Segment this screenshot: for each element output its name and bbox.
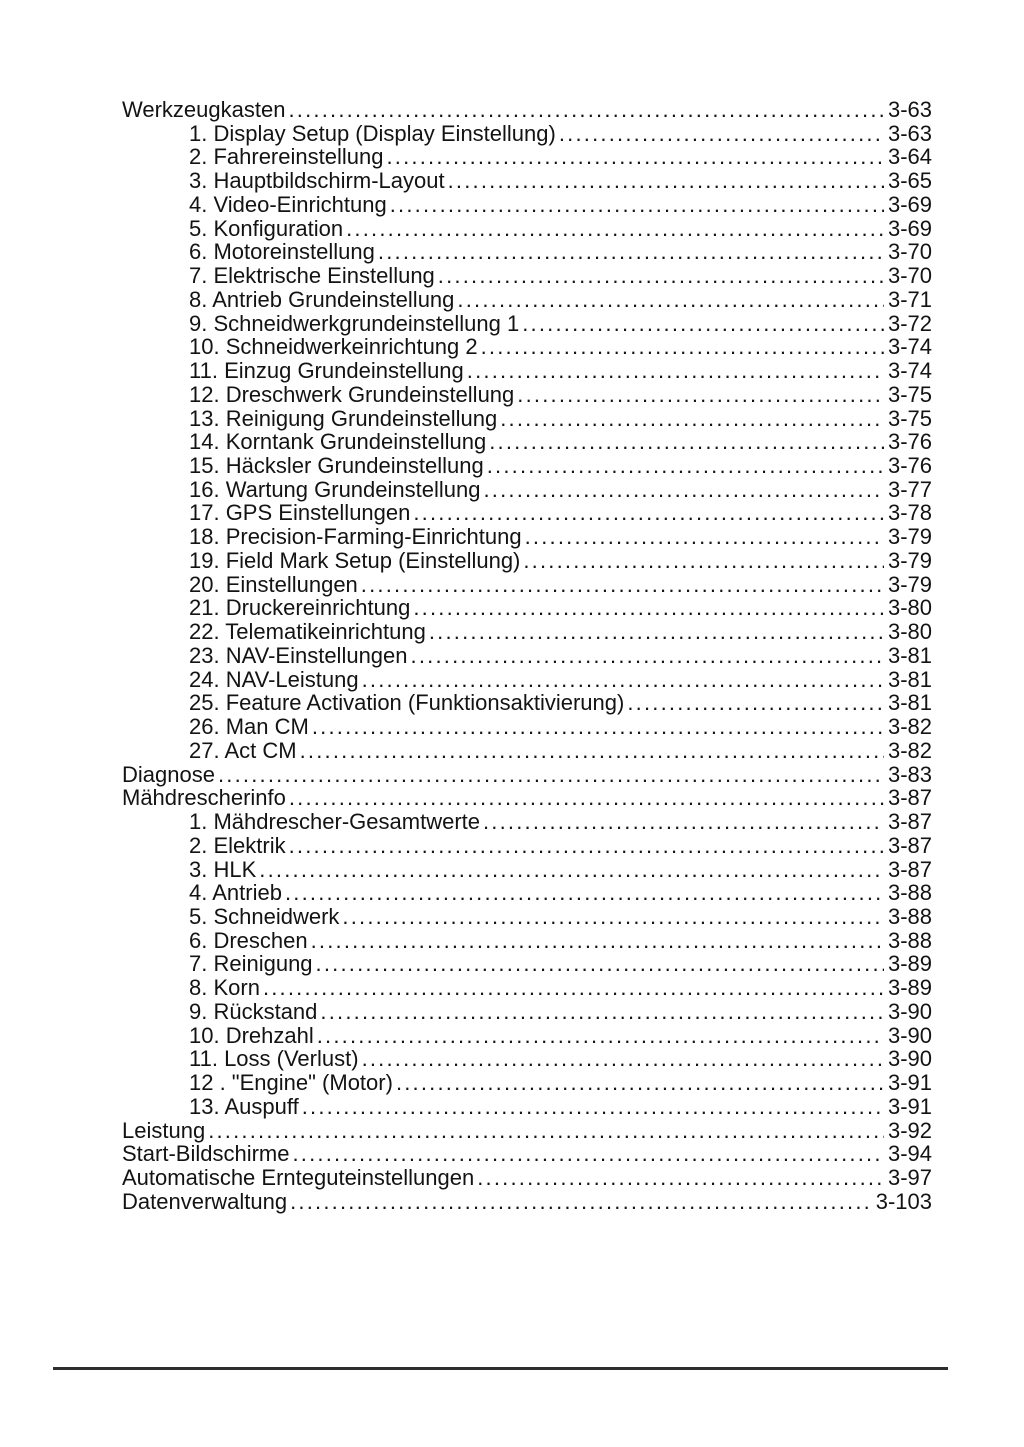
footer-rule	[53, 1367, 948, 1370]
toc-entry	[0, 668, 1024, 692]
toc-entry-page: 3-75	[887, 381, 932, 407]
toc-entry	[0, 454, 1024, 478]
toc-entry-label: 27. Act CM	[189, 737, 297, 763]
toc-leader-dots	[413, 501, 884, 525]
toc-entry-label: 7. Reinigung	[189, 951, 313, 977]
toc-entry	[0, 810, 1024, 834]
toc-leader-dots	[487, 454, 884, 478]
toc-entry-page: 3-72	[887, 310, 932, 336]
toc-entry-page: 3-90	[887, 1046, 932, 1072]
toc-entry-page: 3-76	[887, 453, 932, 479]
toc-entry-label: 2. Elektrik	[189, 832, 286, 858]
toc-leader-dots	[346, 217, 884, 241]
toc-entry-label: 5. Konfiguration	[189, 215, 344, 241]
toc-leader-dots	[390, 193, 884, 217]
toc-entry-page: 3-87	[887, 832, 932, 858]
toc-entry	[0, 1071, 1024, 1095]
toc-entry-page: 3-80	[887, 619, 932, 645]
toc-entry-page: 3-70	[887, 263, 932, 289]
toc-entry-page: 3-92	[887, 1117, 932, 1143]
toc-entry-label: Mähdrescherinfo	[122, 785, 286, 811]
toc-entry-label: Automatische Ernteguteinstellungen	[122, 1165, 475, 1191]
toc-entry	[0, 573, 1024, 597]
toc-entry-page: 3-87	[887, 856, 932, 882]
toc-entry	[0, 525, 1024, 549]
toc-entry	[0, 288, 1024, 312]
toc-leader-dots	[522, 312, 884, 336]
toc-entry-page: 3-81	[887, 666, 932, 692]
toc-entry-page: 3-63	[887, 97, 932, 122]
toc-entry-label: 9. Rückstand	[189, 998, 318, 1024]
toc-entry-label: Datenverwaltung	[122, 1188, 288, 1214]
toc-entry-label: 10. Schneidwerkeinrichtung 2	[189, 334, 478, 360]
toc-entry-label: Diagnose	[122, 761, 215, 787]
toc-entry-label: 1. Display Setup (Display Einstellung)	[189, 120, 556, 146]
toc-leader-dots	[481, 335, 884, 359]
toc-entry-label: 19. Field Mark Setup (Einstellung)	[189, 547, 521, 573]
toc-entry	[0, 1047, 1024, 1071]
toc-entry-label: 25. Feature Activation (Funktionsaktivierung)	[189, 690, 625, 716]
toc-entry	[0, 881, 1024, 905]
toc-entry-page: 3-103	[875, 1188, 932, 1214]
toc-entry-page: 3-90	[887, 1022, 932, 1048]
toc-leader-dots	[259, 858, 884, 882]
toc-leader-dots	[320, 1000, 884, 1024]
toc-entry-page: 3-97	[887, 1165, 932, 1191]
toc-entry	[0, 145, 1024, 169]
toc-entry	[0, 169, 1024, 193]
toc-leader-dots	[289, 834, 884, 858]
toc-leader-dots	[361, 573, 884, 597]
toc-leader-dots	[316, 952, 884, 976]
toc-entry	[0, 217, 1024, 241]
toc-leader-dots	[413, 596, 884, 620]
toc-entry	[0, 763, 1024, 787]
toc-entry-label: 13. Reinigung Grundeinstellung	[189, 405, 498, 431]
toc-entry	[0, 858, 1024, 882]
toc-entry-page: 3-76	[887, 429, 932, 455]
toc-entry	[0, 383, 1024, 407]
toc-entry-page: 3-89	[887, 975, 932, 1001]
toc-entry	[0, 1095, 1024, 1119]
toc-entry	[0, 478, 1024, 502]
toc-entry-label: 1. Mähdrescher-Gesamtwerte	[189, 809, 480, 835]
toc-entry	[0, 501, 1024, 525]
toc-entry-label: 12. Dreschwerk Grundeinstellung	[189, 381, 515, 407]
toc-leader-dots	[396, 1071, 884, 1095]
toc-entry-label: 11. Loss (Verlust)	[189, 1046, 359, 1072]
toc-leader-dots	[429, 620, 884, 644]
toc-leader-dots	[517, 383, 884, 407]
toc-entry-label: 20. Einstellungen	[189, 571, 358, 597]
toc-entry	[0, 739, 1024, 763]
toc-leader-dots	[457, 288, 884, 312]
toc-entry-page: 3-69	[887, 191, 932, 217]
toc-entry-label: 17. GPS Einstellungen	[189, 500, 411, 526]
toc-entry-label: 16. Wartung Grundeinstellung	[189, 476, 481, 502]
toc-entry-label: 10. Drehzahl	[189, 1022, 314, 1048]
toc-leader-dots	[489, 430, 884, 454]
toc-leader-dots	[559, 122, 884, 146]
toc-entry-page: 3-70	[887, 239, 932, 265]
toc-entry-page: 3-91	[887, 1093, 932, 1119]
toc-entry-page: 3-88	[887, 927, 932, 953]
toc-entry-page: 3-89	[887, 951, 932, 977]
toc-leader-dots	[448, 169, 884, 193]
toc-entry-label: 6. Motoreinstellung	[189, 239, 375, 265]
toc-entry-page: 3-83	[887, 761, 932, 787]
toc-entry-page: 3-88	[887, 880, 932, 906]
toc-entry-label: 4. Antrieb	[189, 880, 282, 906]
toc-entry-page: 3-78	[887, 500, 932, 526]
toc-leader-dots	[292, 1142, 883, 1166]
toc-entry-page: 3-87	[887, 785, 932, 811]
toc-entry-page: 3-94	[887, 1141, 932, 1167]
toc-entry-label: 15. Häcksler Grundeinstellung	[189, 453, 484, 479]
toc-entry-label: 11. Einzug Grundeinstellung	[189, 358, 464, 384]
toc-entry-page: 3-64	[887, 144, 932, 170]
toc-leader-dots	[411, 644, 884, 668]
toc-entry	[0, 691, 1024, 715]
toc-entry	[0, 952, 1024, 976]
toc-entry	[0, 193, 1024, 217]
toc-entry	[0, 715, 1024, 739]
toc-entry-label: 23. NAV-Einstellungen	[189, 642, 408, 668]
toc-leader-dots	[438, 264, 884, 288]
toc-entry	[0, 786, 1024, 810]
toc-leader-dots	[523, 549, 884, 573]
toc-entry	[0, 549, 1024, 573]
toc-entry	[0, 430, 1024, 454]
toc-entry-page: 3-63	[887, 120, 932, 146]
toc-leader-dots	[386, 145, 884, 169]
toc-entry-label: Leistung	[122, 1117, 206, 1143]
toc-entry-label: 3. HLK	[189, 856, 257, 882]
toc-entry-label: 6. Dreschen	[189, 927, 308, 953]
toc-entry-page: 3-81	[887, 690, 932, 716]
toc-entry-page: 3-88	[887, 903, 932, 929]
toc-entry	[0, 335, 1024, 359]
toc-leader-dots	[477, 1166, 884, 1190]
toc-leader-dots	[285, 881, 884, 905]
toc-entry-label: Werkzeugkasten	[122, 97, 286, 122]
toc-entry	[0, 240, 1024, 264]
toc-entry	[0, 1142, 1024, 1166]
toc-entry	[0, 407, 1024, 431]
toc-entry	[0, 98, 1024, 122]
toc-leader-dots	[290, 1190, 872, 1214]
toc-leader-dots	[317, 1024, 884, 1048]
toc-leader-dots	[342, 905, 884, 929]
toc-entry	[0, 834, 1024, 858]
toc-entry-page: 3-74	[887, 334, 932, 360]
toc-leader-dots	[483, 810, 884, 834]
toc-leader-dots	[467, 359, 884, 383]
toc-entry-label: 3. Hauptbildschirm-Layout	[189, 168, 445, 194]
toc-entry-page: 3-65	[887, 168, 932, 194]
toc-entry-label: 5. Schneidwerk	[189, 903, 340, 929]
toc-leader-dots	[218, 763, 884, 787]
toc-entry-label: 12 . "Engine" (Motor)	[189, 1070, 393, 1096]
toc-entry-label: 7. Elektrische Einstellung	[189, 263, 435, 289]
toc-entry	[0, 905, 1024, 929]
toc-entry	[0, 1190, 1024, 1214]
toc-entry	[0, 312, 1024, 336]
toc-entry	[0, 976, 1024, 1000]
toc-entry	[0, 1024, 1024, 1048]
toc-entry	[0, 1000, 1024, 1024]
toc-entry-page: 3-82	[887, 737, 932, 763]
toc-entry-page: 3-79	[887, 571, 932, 597]
toc-leader-dots	[500, 407, 884, 431]
toc-entry-label: 13. Auspuff	[189, 1093, 299, 1119]
toc-entry-page: 3-77	[887, 476, 932, 502]
toc-entry	[0, 596, 1024, 620]
toc-entry-page: 3-80	[887, 595, 932, 621]
toc-entry	[0, 1166, 1024, 1190]
toc-entry-label: 24. NAV-Leistung	[189, 666, 359, 692]
toc-entry	[0, 1119, 1024, 1143]
toc-entry-label: 18. Precision-Farming-Einrichtung	[189, 524, 522, 550]
toc-entry-label: 9. Schneidwerkgrundeinstellung 1	[189, 310, 520, 336]
toc-entry-page: 3-79	[887, 547, 932, 573]
toc-leader-dots	[362, 668, 884, 692]
toc-entry-label: 21. Druckereinrichtung	[189, 595, 411, 621]
toc-entry-page: 3-82	[887, 714, 932, 740]
toc-leader-dots	[311, 929, 884, 953]
toc-leader-dots	[302, 1095, 884, 1119]
toc-leader-dots	[362, 1047, 884, 1071]
toc-leader-dots	[627, 691, 884, 715]
toc-entry-page: 3-69	[887, 215, 932, 241]
toc-leader-dots	[208, 1119, 884, 1143]
toc-entry-page: 3-87	[887, 809, 932, 835]
toc-entry-label: 2. Fahrereinstellung	[189, 144, 384, 170]
toc-entry	[0, 929, 1024, 953]
toc-entry-page: 3-74	[887, 358, 932, 384]
toc-leader-dots	[300, 739, 884, 763]
toc-entry	[0, 644, 1024, 668]
toc-entry-label: 8. Antrieb Grundeinstellung	[189, 286, 455, 312]
toc-entry-page: 3-91	[887, 1070, 932, 1096]
toc-leader-dots	[263, 976, 884, 1000]
toc-entry-label: 8. Korn	[189, 975, 260, 1001]
toc-entry	[0, 620, 1024, 644]
table-of-contents	[0, 98, 1024, 1214]
toc-entry-label: 4. Video-Einrichtung	[189, 191, 387, 217]
toc-entry	[0, 122, 1024, 146]
toc-entry	[0, 264, 1024, 288]
toc-leader-dots	[483, 478, 883, 502]
toc-leader-dots	[378, 240, 884, 264]
toc-leader-dots	[312, 715, 884, 739]
toc-entry-page: 3-90	[887, 998, 932, 1024]
toc-leader-dots	[289, 786, 884, 810]
toc-leader-dots	[288, 98, 884, 122]
toc-entry-page: 3-71	[887, 286, 932, 312]
toc-leader-dots	[525, 525, 884, 549]
toc-entry-label: Start-Bildschirme	[122, 1141, 290, 1167]
toc-entry	[0, 359, 1024, 383]
toc-entry-label: 22. Telematikeinrichtung	[189, 619, 426, 645]
toc-entry-page: 3-79	[887, 524, 932, 550]
toc-entry-label: 14. Korntank Grundeinstellung	[189, 429, 487, 455]
toc-entry-page: 3-75	[887, 405, 932, 431]
toc-entry-page: 3-81	[887, 642, 932, 668]
toc-entry-label: 26. Man CM	[189, 714, 309, 740]
